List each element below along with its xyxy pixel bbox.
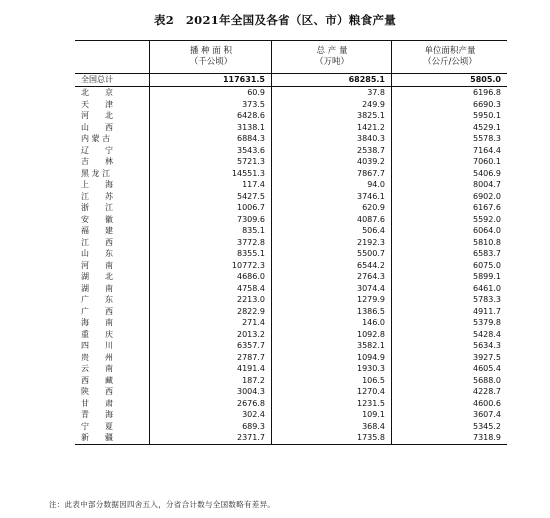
region-name: 上 海 xyxy=(81,180,113,189)
region-name: 全国总计 xyxy=(81,75,113,84)
total-output-value: 1092.8 xyxy=(357,329,385,339)
sown-area-value: 2822.9 xyxy=(237,306,265,316)
yield-value: 7318.9 xyxy=(473,433,501,442)
sown-area-value: 187.2 xyxy=(242,375,265,385)
sown-area-value: 4191.4 xyxy=(237,364,265,373)
total-output-value: 1386.5 xyxy=(357,306,385,316)
sown-area-value: 2371.7 xyxy=(237,433,265,442)
total-output-value: 620.9 xyxy=(362,203,385,212)
table-row xyxy=(75,168,507,180)
table-row xyxy=(75,145,507,157)
yield-value: 5783.3 xyxy=(473,295,501,304)
table-row xyxy=(75,363,507,375)
yield-value: 4228.7 xyxy=(473,387,501,396)
table-row xyxy=(75,260,507,272)
table-title: 表2 2021年全国及各省（区、市）粮食产量 xyxy=(153,13,397,27)
region-name: 山 西 xyxy=(81,122,113,132)
sown-area-value: 117.4 xyxy=(242,180,265,189)
yield-value: 4529.1 xyxy=(473,122,501,132)
region-name: 浙 江 xyxy=(81,203,113,212)
table-row xyxy=(75,122,507,134)
sown-area-value: 271.4 xyxy=(242,318,265,327)
table-row xyxy=(75,202,507,214)
yield-value: 5345.2 xyxy=(473,421,501,431)
table-row xyxy=(75,409,507,421)
total-output-value: 506.4 xyxy=(362,226,385,235)
table-row xyxy=(75,214,507,226)
region-name: 重 庆 xyxy=(81,329,113,339)
table-row xyxy=(75,99,507,111)
total-output-value: 2192.3 xyxy=(357,237,385,247)
region-name: 北 京 xyxy=(81,88,113,97)
total-output-value: 1930.3 xyxy=(357,364,385,373)
table-row xyxy=(75,398,507,410)
yield-value: 6902.0 xyxy=(473,191,501,201)
table-header xyxy=(75,40,507,74)
table-row-total xyxy=(75,74,507,87)
total-output-value: 146.0 xyxy=(362,318,385,327)
sown-area-value: 3004.3 xyxy=(237,387,265,396)
table-row xyxy=(75,329,507,341)
table-row xyxy=(75,283,507,295)
region-name: 宁 夏 xyxy=(81,421,113,431)
sown-area-value: 4758.4 xyxy=(237,283,265,293)
yield-value: 7060.1 xyxy=(473,157,501,166)
yield-value: 6075.0 xyxy=(473,260,501,270)
sown-area-value: 689.3 xyxy=(242,421,265,431)
sown-area-value: 14551.3 xyxy=(231,168,265,178)
total-output-value: 1279.9 xyxy=(357,295,385,304)
header-sown-area-unit: （千公顷） xyxy=(189,57,233,67)
table-row xyxy=(75,432,507,444)
yield-value: 6064.0 xyxy=(473,226,501,235)
yield-value: 5634.3 xyxy=(473,341,501,350)
total-output-value: 3074.4 xyxy=(357,283,385,293)
yield-value: 4600.6 xyxy=(473,398,501,408)
sown-area-value: 3772.8 xyxy=(237,237,265,247)
sown-area-value: 8355.1 xyxy=(237,249,265,258)
total-output-value: 1231.5 xyxy=(357,398,385,408)
table-row xyxy=(75,225,507,237)
sown-area-value: 60.9 xyxy=(247,88,265,97)
header-yield-unit: （公斤/公顷） xyxy=(423,57,477,67)
total-output-value: 249.9 xyxy=(362,99,385,109)
yield-value: 5688.0 xyxy=(473,375,501,385)
yield-value: 4911.7 xyxy=(473,306,501,316)
table-row xyxy=(75,375,507,387)
region-name: 河 北 xyxy=(81,111,113,120)
region-name: 广 西 xyxy=(81,306,113,316)
region-name: 河 南 xyxy=(81,260,113,270)
yield-value: 5899.1 xyxy=(473,272,501,281)
table-body xyxy=(75,74,507,445)
yield-value: 6583.7 xyxy=(473,249,501,258)
total-output-value: 2764.3 xyxy=(357,272,385,281)
header-yield-label: 单位面积产量 xyxy=(424,46,476,56)
table-row xyxy=(75,179,507,191)
region-name: 江 西 xyxy=(81,237,113,247)
yield-value: 4605.4 xyxy=(473,364,501,373)
region-name: 湖 北 xyxy=(81,272,113,281)
region-name: 安 徽 xyxy=(81,214,113,224)
region-name: 西 藏 xyxy=(81,375,113,385)
yield-value: 5810.8 xyxy=(473,237,501,247)
total-output-value: 6544.2 xyxy=(357,260,385,270)
region-name: 贵 州 xyxy=(81,352,113,362)
table-row xyxy=(75,386,507,398)
yield-value: 6196.8 xyxy=(473,88,501,97)
sown-area-value: 6357.7 xyxy=(237,341,265,350)
sown-area-value: 2213.0 xyxy=(237,295,265,304)
yield-value: 5578.3 xyxy=(473,134,501,143)
total-output-value: 1270.4 xyxy=(357,387,385,396)
grain-output-table xyxy=(75,40,507,445)
yield-value: 8004.7 xyxy=(473,180,501,189)
total-output-value: 1735.8 xyxy=(357,433,385,442)
yield-value: 6461.0 xyxy=(473,283,501,293)
sown-area-value: 7309.6 xyxy=(237,214,265,224)
header-total-output-label: 总 产 量 xyxy=(316,46,348,56)
table-row xyxy=(75,156,507,168)
yield-value: 5950.1 xyxy=(473,111,501,120)
yield-value: 6690.3 xyxy=(473,99,501,109)
total-output-value: 1094.9 xyxy=(357,352,385,362)
total-output-value: 4039.2 xyxy=(357,157,385,166)
total-output-value: 3825.1 xyxy=(357,111,385,120)
sown-area-value: 3138.1 xyxy=(237,122,265,132)
header-sown-area-label: 播 种 面 积 xyxy=(189,46,233,56)
sown-area-value: 10772.3 xyxy=(231,260,265,270)
sown-area-value: 835.1 xyxy=(242,226,265,235)
sown-area-value: 117631.5 xyxy=(222,75,265,84)
total-output-value: 7867.7 xyxy=(357,168,385,178)
yield-value: 5428.4 xyxy=(473,329,501,339)
total-output-value: 1421.2 xyxy=(357,122,385,132)
region-name: 海 南 xyxy=(81,318,113,327)
header-yield xyxy=(391,41,508,73)
table-row xyxy=(75,110,507,122)
yield-value: 5379.8 xyxy=(473,318,501,327)
sown-area-value: 2013.2 xyxy=(237,329,265,339)
sown-area-value: 6428.6 xyxy=(237,111,265,120)
region-name: 四 川 xyxy=(81,341,113,350)
sown-area-value: 2676.8 xyxy=(237,398,265,408)
header-sown-area xyxy=(149,41,272,73)
region-name: 天 津 xyxy=(81,99,113,109)
sown-area-value: 373.5 xyxy=(242,99,265,109)
region-name: 云 南 xyxy=(81,364,113,373)
region-name: 青 海 xyxy=(81,410,113,419)
footnote: 注：此表中部分数据因四舍五入，分省合计数与全国数略有差异。 xyxy=(49,500,276,509)
total-output-value: 4087.6 xyxy=(357,214,385,224)
total-output-value: 109.1 xyxy=(362,410,385,419)
region-name: 内 蒙 古 xyxy=(81,134,111,143)
region-name: 广 东 xyxy=(81,295,113,304)
sown-area-value: 5427.5 xyxy=(237,191,265,201)
total-output-value: 37.8 xyxy=(367,88,385,97)
table-row xyxy=(75,294,507,306)
region-name: 山 东 xyxy=(81,249,113,258)
sown-area-value: 302.4 xyxy=(242,410,265,419)
region-name: 吉 林 xyxy=(81,157,113,166)
total-output-value: 368.4 xyxy=(362,421,385,431)
region-name: 湖 南 xyxy=(81,283,113,293)
table-row xyxy=(75,340,507,352)
table-row xyxy=(75,237,507,249)
yield-value: 7164.4 xyxy=(473,145,501,155)
header-total-output xyxy=(271,41,392,73)
table-row xyxy=(75,421,507,433)
total-output-value: 106.5 xyxy=(362,375,385,385)
table-row xyxy=(75,306,507,318)
table-row xyxy=(75,191,507,203)
table-row xyxy=(75,133,507,145)
total-output-value: 94.0 xyxy=(367,180,385,189)
sown-area-value: 2787.7 xyxy=(237,352,265,362)
region-name: 甘 肃 xyxy=(81,398,113,408)
region-name: 福 建 xyxy=(81,226,113,235)
region-name: 黑 龙 江 xyxy=(81,168,111,178)
yield-value: 5592.0 xyxy=(473,214,501,224)
table-row xyxy=(75,271,507,283)
yield-value: 3607.4 xyxy=(473,410,501,419)
sown-area-value: 3543.6 xyxy=(237,145,265,155)
total-output-value: 5500.7 xyxy=(357,249,385,258)
sown-area-value: 4686.0 xyxy=(237,272,265,281)
region-name: 辽 宁 xyxy=(81,145,113,155)
header-total-output-unit: （万吨） xyxy=(314,57,349,67)
table-row xyxy=(75,352,507,364)
sown-area-value: 1006.7 xyxy=(237,203,265,212)
region-name: 江 苏 xyxy=(81,191,113,201)
yield-value: 5406.9 xyxy=(473,168,501,178)
yield-value: 6167.6 xyxy=(473,203,501,212)
table-row xyxy=(75,317,507,329)
total-output-value: 3746.1 xyxy=(357,191,385,201)
yield-value: 5805.0 xyxy=(470,75,501,84)
region-name: 陕 西 xyxy=(81,387,113,396)
total-output-value: 68285.1 xyxy=(348,75,385,84)
total-output-value: 3582.1 xyxy=(357,341,385,350)
sown-area-value: 6884.3 xyxy=(237,134,265,143)
table-row xyxy=(75,87,507,99)
sown-area-value: 5721.3 xyxy=(237,157,265,166)
total-output-value: 2538.7 xyxy=(357,145,385,155)
table-row xyxy=(75,248,507,260)
total-output-value: 3840.3 xyxy=(357,134,385,143)
region-name: 新 疆 xyxy=(81,433,113,442)
yield-value: 3927.5 xyxy=(473,352,501,362)
